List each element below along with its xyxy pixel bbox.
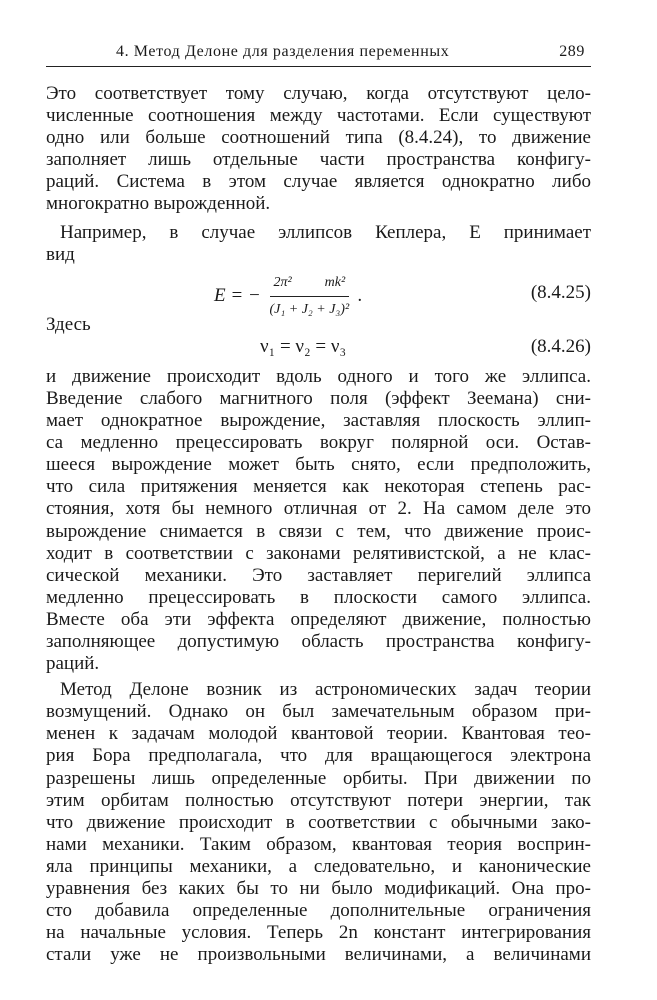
text-line: са медленно прецессировать вокруг полярной оси. Остав- [46, 432, 591, 454]
text-line: многократно вырожденной. [46, 193, 271, 215]
text-line: численные соотношения между частотами. Если существуют [46, 105, 591, 127]
text-line: Метод Делоне возник из астрономических задач теории [60, 679, 591, 701]
text-line: ходит в соответствии с законами релятивистской, а не клас- [46, 542, 591, 564]
paragraph-4 [46, 679, 591, 966]
frequency-equality-formula: ν₁ = ν₂ = ν₃ [260, 335, 347, 357]
text-line: нами механики. Таким образом, квантовая теория восприн- [46, 833, 591, 855]
book-page [46, 40, 591, 966]
text-line: что сила притяжения меняется как некоторая степень рас- [46, 476, 591, 498]
text-line: возмущений. Однако он был замечательным образом при- [46, 701, 591, 723]
text-line: Здесь [46, 313, 91, 335]
formula-numerator: 2π² mk² [270, 272, 350, 297]
paragraph-2 [46, 222, 591, 266]
text-line: этим орбитам полностью отсутствуют потери энергии, так [46, 789, 591, 811]
text-line: Например, в случае эллипсов Кеплера, E принимает [60, 221, 591, 243]
text-line: одно или больше соотношений типа (8.4.24), то движение [46, 127, 591, 149]
formula-lhs: E = − [214, 284, 261, 306]
text-line: что движение происходит в соответствии с обычными зако- [46, 811, 591, 833]
text-line: уравнения без каких бы то ни было модификаций. Она про- [46, 878, 591, 899]
text-line: разрешены лишь определенные орбиты. При движении по [46, 767, 591, 789]
text-line: заполняющее допустимую область пространства конфигу- [46, 630, 591, 652]
paragraph-1 [46, 83, 591, 216]
text-line: вырождение снимается в связи с тем, что движение проис- [46, 520, 591, 542]
text-line: шееся вырождение может быть снято, если предположить, [46, 454, 591, 476]
text-line: яла принципы механики, а следовательно, и канонические [46, 855, 591, 877]
text-line: рия Бора предполагала, что для вращающегося электрона [46, 745, 591, 767]
formula-8-4-25 [46, 266, 591, 317]
text-line: и движение происходит вдоль одного и того же эллипса. [46, 365, 591, 387]
text-line: на начальные условия. Теперь 2n констант интегрирования [46, 922, 591, 944]
text-line: стали уже не произвольными величинами, а величинами [46, 944, 591, 966]
text-line: Вместе оба эти эффекта определяют движение, полностью [46, 608, 591, 630]
text-line: раций. [46, 653, 100, 675]
equation-number: (8.4.25) [530, 281, 591, 303]
text-line: медленно прецессировать в плоскости самого эллипса. [46, 586, 591, 608]
chapter-section-title: 4. Метод Делоне для разделения переменных [116, 43, 450, 60]
text-line: мает однократное вырождение, заставляя плоскость эллип- [46, 410, 591, 432]
formula-trail: . [357, 284, 363, 306]
text-line: сической механики. Это заставляет перигелий эллипса [46, 564, 591, 586]
formula-denominator: (J₁ + J₂ + J₃)² [269, 301, 350, 317]
formula-fraction [270, 272, 350, 321]
text-line: менен к задачам молодой квантовой теории. Квантовая тео- [46, 723, 591, 745]
text-line: заполняет лишь отдельные части пространства конфигу- [46, 149, 591, 171]
text-line: сто добавила определенные дополнительные ограничения [46, 900, 591, 922]
formula-8-4-26 [46, 336, 591, 366]
text-line: Введение слабого магнитного поля (эффект Зеемана) сни- [46, 387, 591, 409]
text-line: раций. Система в этом случае является однократно либо [46, 171, 591, 193]
paragraph-3 [46, 366, 591, 675]
page-number: 289 [559, 43, 585, 60]
running-head [46, 40, 591, 67]
body-text [46, 83, 591, 966]
kepler-energy-formula [214, 272, 363, 321]
text-line: Это соответствует тому случаю, когда отсутствуют цело- [46, 83, 591, 104]
text-line: стояния, хотя бы немного отличная от 2. На самом деле это [46, 498, 591, 520]
text-line: вид [46, 243, 75, 265]
equation-number: (8.4.26) [530, 335, 591, 357]
